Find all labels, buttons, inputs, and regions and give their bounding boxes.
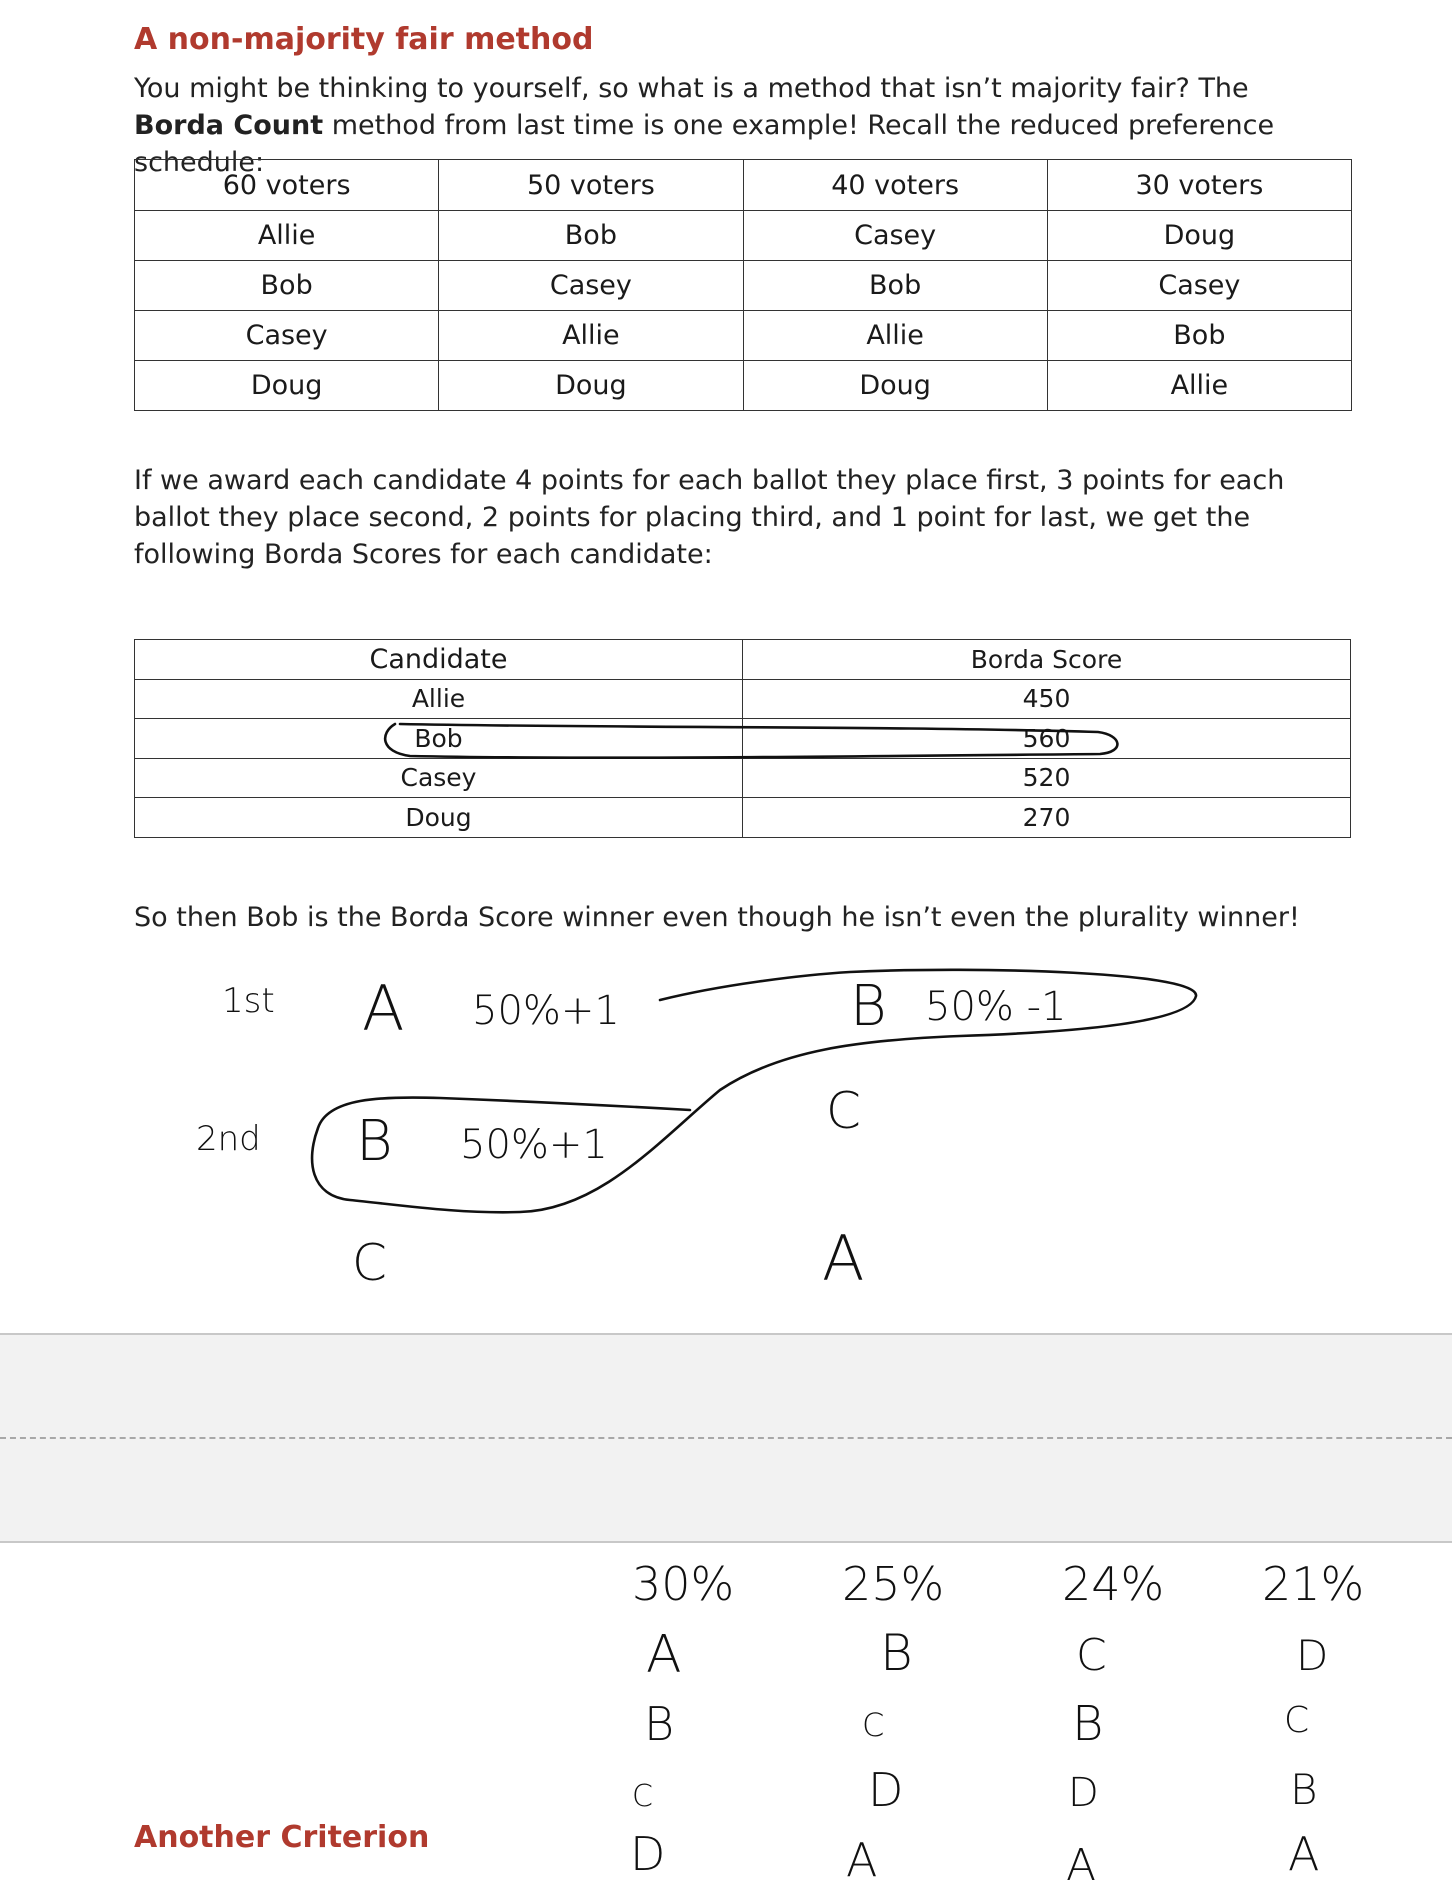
second-c: C	[826, 1082, 861, 1140]
score-cell: Casey	[135, 758, 743, 798]
preference-cell: Doug	[439, 361, 743, 411]
col3-rank4: A	[1066, 1840, 1097, 1884]
preference-cell: Bob	[135, 261, 439, 311]
first-b: B	[850, 974, 887, 1039]
score-header-cell: Candidate	[135, 640, 743, 680]
col1-rank2: B	[644, 1697, 675, 1751]
preference-cell: Casey	[439, 261, 743, 311]
preference-cell: Casey	[1047, 261, 1351, 311]
first-a-pct: 50%+1	[472, 988, 620, 1034]
preference-cell: Casey	[743, 211, 1047, 261]
col1-rank1: A	[646, 1625, 682, 1685]
col2-rank2: C	[862, 1706, 885, 1744]
col3-rank2: B	[1072, 1696, 1104, 1752]
first-label: 1st	[222, 981, 275, 1021]
score-cell: Allie	[135, 679, 743, 719]
col1-rank3: C	[632, 1779, 653, 1814]
preference-cell: Doug	[135, 361, 439, 411]
col4-pct: 21%	[1262, 1557, 1365, 1611]
col2-rank3: D	[868, 1763, 904, 1817]
preference-cell: Doug	[743, 361, 1047, 411]
third-right: A	[822, 1222, 865, 1295]
score-cell: 270	[743, 798, 1351, 838]
col4-rank2: C	[1284, 1700, 1310, 1741]
preference-cell: Bob	[1047, 311, 1351, 361]
score-cell: Doug	[135, 798, 743, 838]
second-b: B	[356, 1109, 393, 1174]
section2-heading: Another Criterion	[134, 1820, 430, 1855]
col4-rank1: D	[1296, 1631, 1329, 1680]
intro-text-1: You might be thinking to yourself, so what is a method that isn’t majority fair? The	[134, 73, 1249, 104]
preference-header-cell: 30 voters	[1047, 160, 1351, 211]
score-header-cell: Borda Score	[743, 640, 1351, 680]
preference-cell: Allie	[1047, 361, 1351, 411]
score-cell: 560	[743, 719, 1351, 759]
col2-rank4: A	[846, 1833, 878, 1884]
intro-text-2: method from last time is one example! Recall the reduced preference schedule:	[134, 110, 1275, 178]
bob-row-circle-stroke	[385, 724, 1117, 758]
preference-cell: Allie	[439, 311, 743, 361]
preference-cell: Allie	[743, 311, 1047, 361]
col1-rank4: D	[630, 1827, 666, 1881]
third-left: C	[352, 1234, 387, 1292]
first-b-pct: 50% -1	[925, 984, 1067, 1030]
second-label: 2nd	[196, 1119, 261, 1159]
score-cell: 520	[743, 758, 1351, 798]
borda-explanation: If we award each candidate 4 points for each ballot they place first, 3 points for each ballot they place second, 2 points for placing third, and 1 point for last, we get the following Borda Scores for each candidate:	[134, 465, 1285, 570]
col4-rank4: A	[1288, 1827, 1320, 1881]
col1-pct: 30%	[632, 1557, 735, 1611]
col2-rank1: B	[880, 1624, 913, 1682]
first-a: A	[362, 972, 405, 1045]
intro-bold-term: Borda Count	[134, 110, 324, 141]
preference-header-cell: 60 voters	[135, 160, 439, 211]
preference-header-cell: 50 voters	[439, 160, 743, 211]
col3-rank1: C	[1076, 1630, 1107, 1681]
section-heading: A non-majority fair method	[134, 22, 594, 57]
second-b-pct: 50%+1	[460, 1122, 608, 1168]
score-cell: 450	[743, 679, 1351, 719]
preference-cell: Casey	[135, 311, 439, 361]
preference-cell: Bob	[743, 261, 1047, 311]
col3-rank3: D	[1068, 1770, 1099, 1816]
col3-pct: 24%	[1062, 1557, 1165, 1611]
score-cell: Bob	[135, 719, 743, 759]
preference-cell: Allie	[135, 211, 439, 261]
preference-header-cell: 40 voters	[743, 160, 1047, 211]
preference-cell: Bob	[439, 211, 743, 261]
col4-rank3: B	[1290, 1765, 1318, 1814]
conclusion-text: So then Bob is the Borda Score winner even though he isn’t even the plurality winner!	[134, 902, 1300, 933]
col2-pct: 25%	[842, 1557, 945, 1611]
preference-cell: Doug	[1047, 211, 1351, 261]
